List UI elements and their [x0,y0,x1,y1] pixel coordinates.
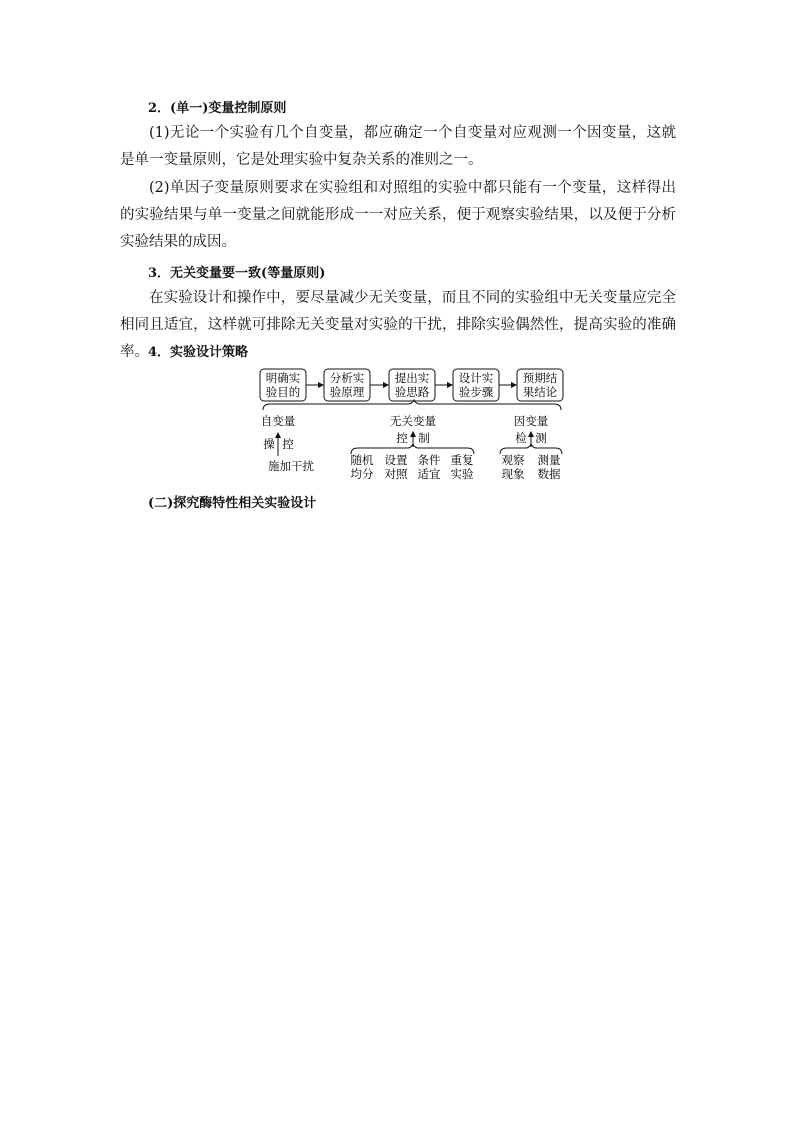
step-3-line-2: 验思路 [394,385,430,399]
section-2-heading: 2．(单一)变量控制原则 [148,101,287,116]
irrelevant-item-2-line-2: 对照 [384,467,408,481]
step-2-line-1: 分析实 [329,371,365,385]
step-box-5 [517,369,563,401]
section-2-paragraph-1: (1)无论一个实验有几个自变量，都应确定一个自变量对应观测一个因变量，这就是单一变量原则，它是处理实验中复杂关系的准则之一。 [120,125,676,168]
step-4-line-2: 验步骤 [458,385,494,399]
independent-verb-2: 控 [282,437,294,451]
irrelevant-item-4-line-1: 重复 [450,453,474,467]
next-section-heading: (二)探究酶特性相关实验设计 [148,496,317,511]
dependent-item-1-line-1: 观察 [501,453,525,467]
irrelevant-variable-label: 无关变量 [390,414,436,428]
step-box-1 [260,369,306,401]
step-box-4 [453,369,499,401]
irrelevant-item-3-line-1: 条件 [417,453,441,467]
irrelevant-item-2-line-1: 设置 [384,453,408,467]
step-4-line-1: 设计实 [458,371,494,385]
step-1-line-2: 验目的 [265,385,301,399]
step-5-line-2: 果结论 [522,385,558,399]
irrelevant-verb-1: 控 [396,431,408,445]
irrelevant-verb-2: 制 [418,431,430,445]
section-2-paragraph-2: (2)单因子变量原则要求在实验组和对照组的实验中都只能有一个变量，这样得出的实验结果与单一变量之间就能形成一一对应关系，便于观察实验结果，以及便于分析实验结果的成因。 [120,180,676,250]
independent-action: 施加干扰 [268,459,314,473]
irrelevant-item-3-line-2: 适宜 [417,467,441,481]
irrelevant-item-4-line-2: 实验 [450,467,474,481]
independent-verb-1: 操 [263,437,275,451]
step-1-line-1: 明确实 [265,371,301,385]
step-2-line-2: 验原理 [329,385,365,399]
step-box-3 [389,369,435,401]
irrelevant-item-1-line-2: 均分 [350,467,374,481]
dependent-verb-1: 检 [515,431,527,445]
section-3-heading: 3．无关变量要一致(等量原则) [148,266,326,281]
dependent-item-2-line-2: 数据 [537,467,561,481]
independent-variable-label: 自变量 [260,414,296,428]
section-4-heading: 4．实验设计策略 [148,345,249,360]
dependent-item-2-line-1: 测量 [537,453,561,467]
dependent-variable-label: 因变量 [513,414,549,428]
dependent-item-1-line-2: 现象 [501,467,525,481]
strategy-diagram [258,366,578,484]
dependent-verb-2: 测 [535,431,547,445]
step-3-line-1: 提出实 [394,371,430,385]
irrelevant-item-1-line-1: 随机 [350,453,374,467]
step-5-line-1: 预期结 [522,371,558,385]
section-3-paragraph-1: 在实验设计和操作中，要尽量减少无关变量，而且不同的实验组中无关变量应完全相同且适宜，这样就可排除无关变量对实验的干扰，排除实验偶然性，提高实验的准确率。 [120,290,676,360]
step-box-2 [324,369,370,401]
